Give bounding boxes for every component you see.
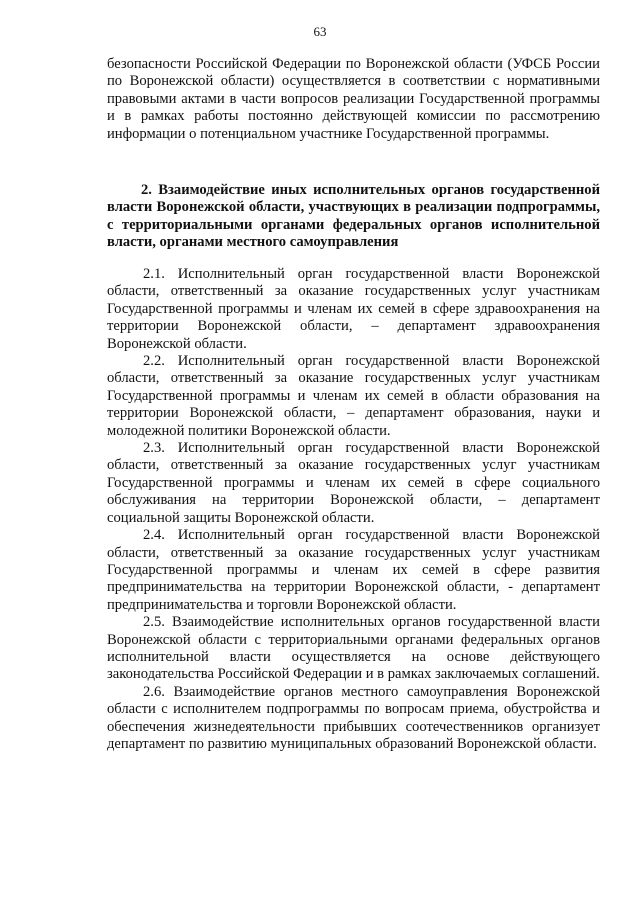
section-item-2-6: 2.6. Взаимодействие органов местного самоуправления Воронежской области с исполнителем подпрограммы по вопросам приема, обустройства и обеспечения жизнедеятельности прибывших соотечественников организует департамент по развитию муниципальных образований Воронежской области. (107, 683, 600, 752)
section-item-2-4: 2.4. Исполнительный орган государственной власти Воронежской области, ответственный за оказание государственных услуг участникам Государственной программы и членам их семей в сфере развития предпринимательства на территории Воронежской области, - департамент предпринимательства и торговли Воронежской области. (107, 527, 600, 613)
section-item-2-1: 2.1. Исполнительный орган государственной власти Воронежской области, ответственный за оказание государственных услуг участникам Государственной программы и членам их семей в сфере здравоохранения на территории Воронежской области, – департамент здравоохранения Воронежской области. (107, 266, 600, 352)
intro-paragraph-block (107, 56, 600, 143)
section-item-2-2: 2.2. Исполнительный орган государственной власти Воронежской области, ответственный за оказание государственных услуг участникам Государственной программы и членам их семей в области образования на территории Воронежской области, – департамент образования, науки и молодежной политики Воронежской области. (107, 353, 600, 439)
section-heading: 2. Взаимодействие иных исполнительных органов государственной власти Воронежской области, участвующих в реализации подпрограммы, с территориальными органами федеральных органов исполнительной власти, органами местного самоуправления (107, 182, 600, 251)
intro-paragraph: безопасности Российской Федерации по Воронежской области (УФСБ России по Воронежской области) осуществляется в соответствии с нормативными правовыми актами в части вопросов реализации Государственной программы и в рамках работы постоянно действующей комиссии по рассмотрению информации о потенциальном участнике Государственной программы. (107, 56, 600, 142)
page-number: 63 (313, 24, 327, 39)
section-item-2-5: 2.5. Взаимодействие исполнительных органов государственной власти Воронежской области с территориальными органами федеральных органов исполнительной власти осуществляется на основе действующего законодательства Российской Федерации и в рамках заключаемых соглашений. (107, 614, 600, 683)
section-items (107, 266, 600, 753)
section-heading-block (107, 182, 600, 252)
section-item-2-3: 2.3. Исполнительный орган государственной власти Воронежской области, ответственный за оказание государственных услуг участникам Государственной программы и членам их семей в сфере социального обслуживания на территории Воронежской области, – департамент социальной защиты Воронежской области. (107, 440, 600, 526)
